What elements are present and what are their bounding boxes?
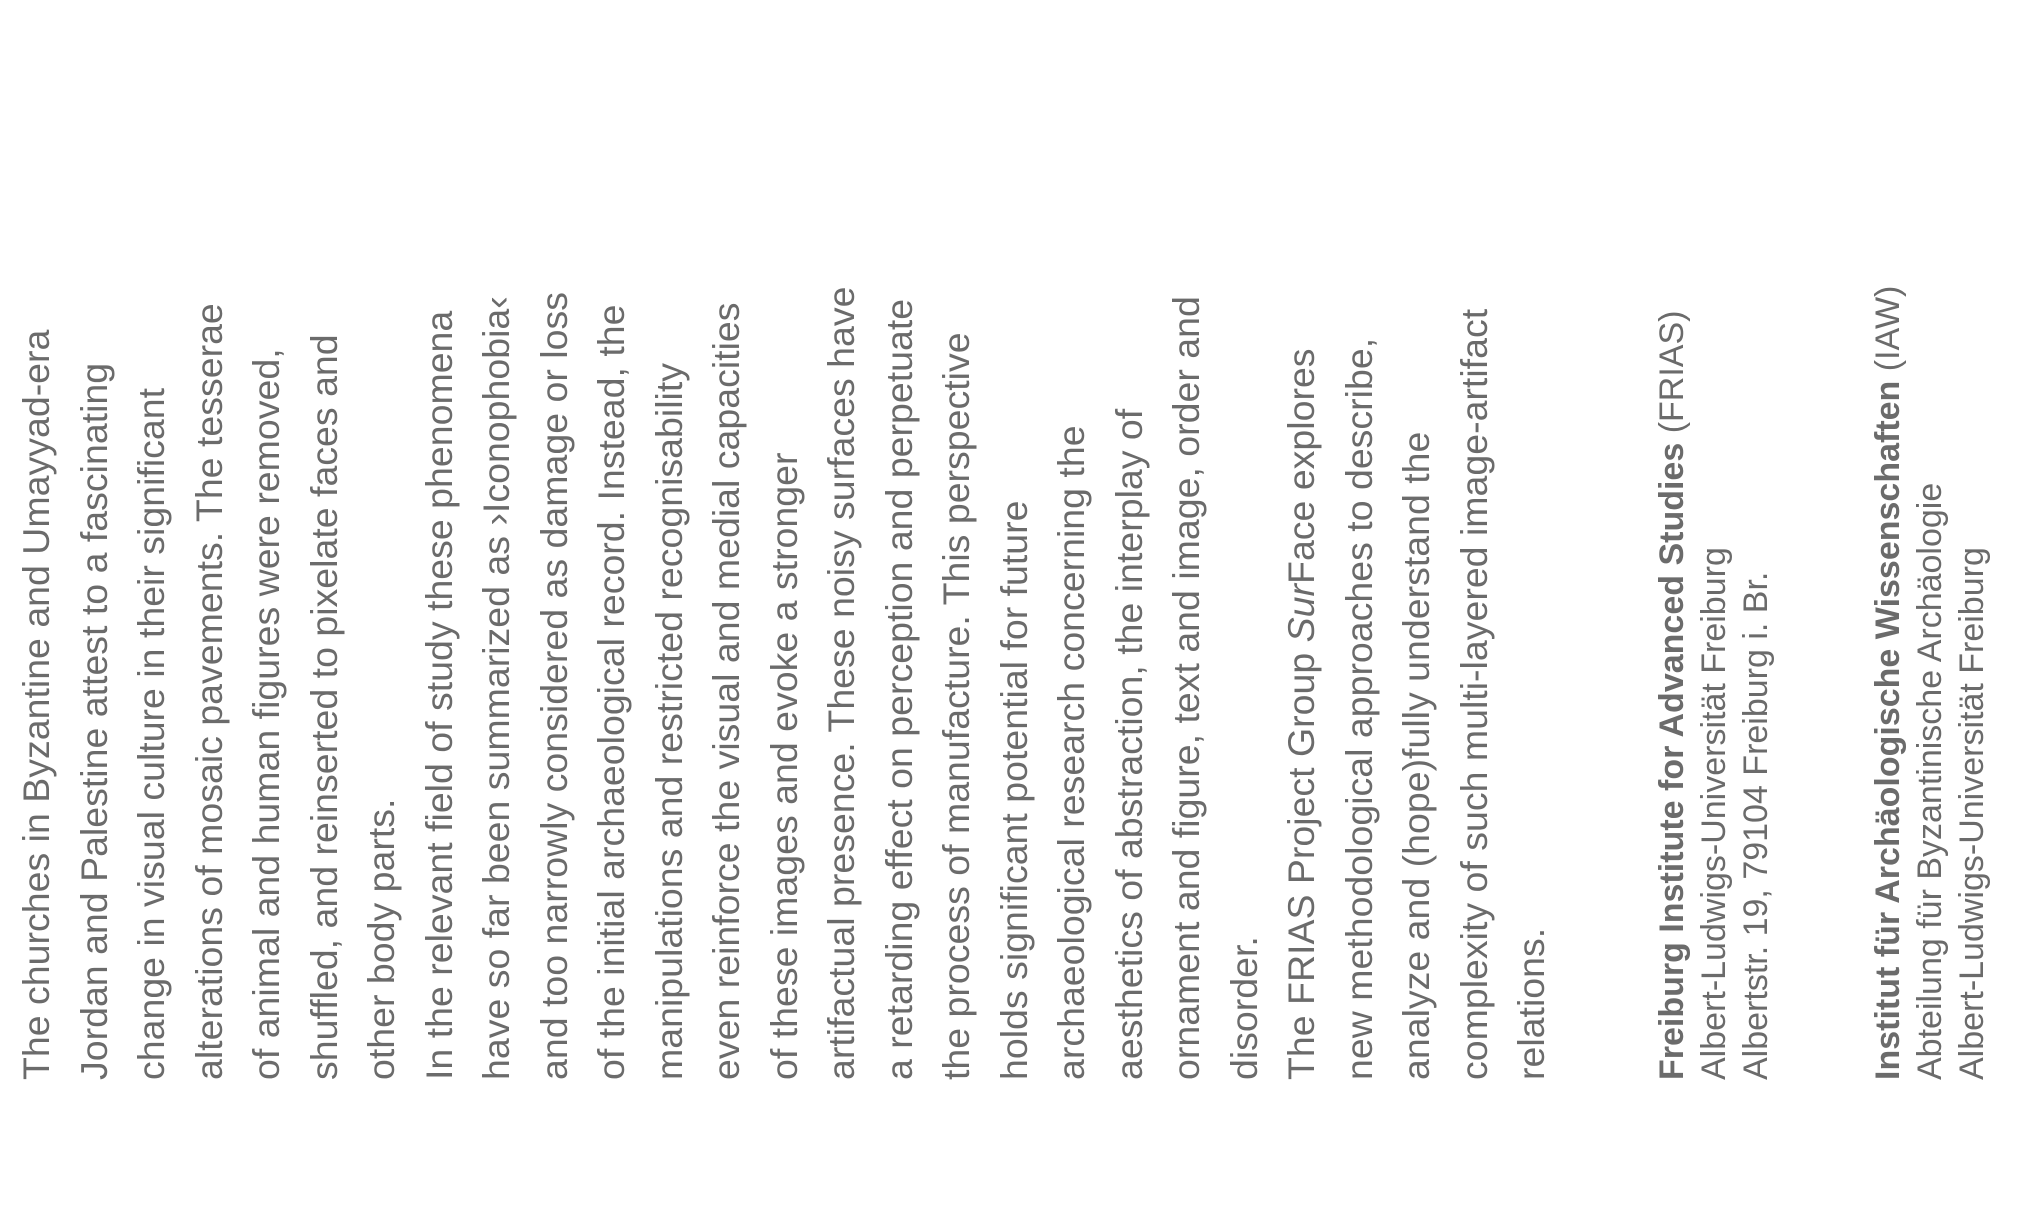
text-line: ornament and figure, text and image, order and: [1165, 296, 1207, 1080]
text-line: In the relevant field of study these phenomena: [417, 310, 460, 1080]
institution-name-line: [1867, 160, 1909, 1080]
text-line: shuffled, and reinserted to pixelate faces and: [302, 334, 345, 1080]
text-line: and too narrowly considered as damage or loss: [532, 292, 575, 1080]
italic-text-run: Sur: [1280, 583, 1322, 643]
text-line: complexity of such multi-layered image-artifact: [1452, 308, 1495, 1080]
institution-university: Albert-Ludwigs-Universität Freiburg: [1694, 547, 1733, 1080]
text-line: [1273, 160, 1331, 1080]
text-line: The churches in Byzantine and Umayyad-era: [15, 329, 57, 1080]
institution-frias: [1651, 160, 1777, 1080]
text-line: analyze and (hope)fully understand the: [1395, 431, 1437, 1080]
paragraph-project: [1273, 160, 1561, 1080]
institution-name: Freiburg Institute for Advanced Studies: [1652, 442, 1691, 1080]
institution-iaw: [1867, 160, 1993, 1080]
text-line: Jordan and Palestine attest to a fascinating: [72, 362, 115, 1080]
institution-name: Institut für Archäologische Wissenschaften: [1868, 380, 1907, 1080]
text-line: even reinforce the visual and medial capacities: [705, 302, 747, 1080]
text-run: Face explores: [1280, 348, 1322, 584]
text-line: manipulations and restricted recognisability: [647, 362, 690, 1080]
institution-abbr: (FRIAS): [1652, 310, 1691, 443]
text-line: aesthetics of abstraction, the interplay of: [1107, 408, 1150, 1080]
institution-university: Albert-Ludwigs-Universität Freiburg: [1952, 547, 1991, 1080]
text-column: [8, 160, 1993, 1080]
text-line: artifactual presence. These noisy surfaces have: [820, 286, 862, 1080]
text-line: have so far been summarized as ›Iconophobia‹: [475, 296, 517, 1080]
text-line: relations.: [1510, 927, 1552, 1080]
text-line: other body parts.: [360, 798, 402, 1080]
institution-address: Albertstr. 19, 79104 Freiburg i. Br.: [1736, 571, 1775, 1080]
text-line: a retarding effect on perception and perpetuate: [877, 298, 920, 1080]
institution-department: Abteilung für Byzantinische Archäologie: [1910, 482, 1949, 1080]
paragraph-intro: [8, 160, 411, 1080]
text-line: change in visual culture in their significant: [130, 387, 172, 1080]
institution-name-line: [1651, 160, 1693, 1080]
text-line: new methodological approaches to describe,: [1337, 337, 1380, 1080]
institution-abbr: (IAW): [1868, 285, 1907, 381]
text-line: disorder.: [1222, 936, 1265, 1080]
paragraph-research: [411, 160, 1274, 1080]
text-line: the process of manufacture. This perspective: [935, 332, 977, 1080]
text-line: holds significant potential for future: [992, 500, 1035, 1080]
text-run: The FRIAS Project Group: [1280, 642, 1322, 1080]
text-line: of the initial archaeological record. Instead, the: [590, 304, 632, 1080]
text-line: alterations of mosaic pavements. The tesserae: [187, 303, 230, 1080]
text-line: of these images and evoke a stronger: [762, 452, 805, 1080]
text-line: of animal and human figures were removed,: [245, 348, 287, 1080]
text-line: archaeological research concerning the: [1050, 425, 1092, 1080]
